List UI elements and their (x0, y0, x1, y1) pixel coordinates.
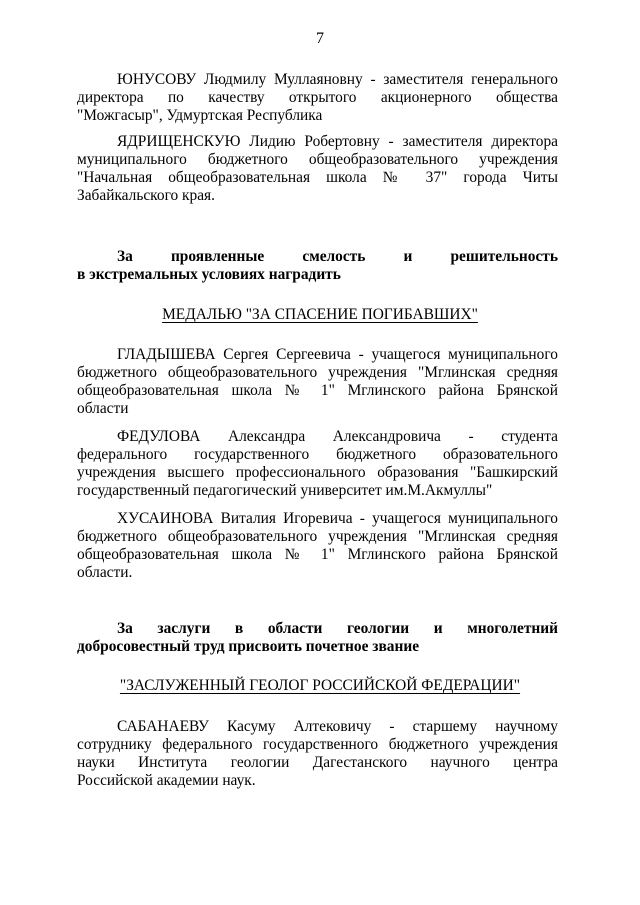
intro-line: За проявленные смелость и решительность (117, 248, 558, 265)
recipient-entry-yadrishchenskaya (77, 133, 558, 205)
text-line: Забайкальского края. (77, 187, 215, 204)
text-line: общеобразовательная школа № 1" Мглинского района Брянской (77, 382, 558, 399)
text-line: государственный педагогический университет им.М.Акмуллы" (77, 482, 493, 499)
recipient-text (77, 428, 558, 500)
page-number: 7 (316, 30, 324, 47)
text-line: учреждения высшего профессионального образования "Башкирский (77, 464, 558, 481)
recipient-text (77, 346, 558, 418)
section-intro-geology (77, 620, 558, 656)
intro-line: добросовестный труд присвоить почетное звание (77, 638, 420, 655)
text-line: муниципального бюджетного общеобразовательного учреждения (77, 151, 558, 168)
text-line: "Начальная общеобразовательная школа № 37" города Читы (77, 169, 558, 186)
recipient-entry-khusainov (77, 510, 558, 582)
intro-line: в экстремальных условиях наградить (77, 266, 341, 283)
text-line: директора по качеству открытого акционерного общества (77, 89, 558, 106)
text-line: "Можгасыр", Удмуртская Республика (77, 107, 323, 124)
text-line: ЯДРИЩЕНСКУЮ Лидию Робертовну - заместителя директора (117, 133, 558, 150)
recipient-text (77, 71, 558, 125)
text-line: ХУСАИНОВА Виталия Игоревича - учащегося муниципального (117, 510, 558, 527)
text-line: сотруднику федерального государственного бюджетного учреждения (77, 736, 558, 753)
recipient-text (77, 718, 558, 790)
section-intro-bravery (77, 248, 558, 284)
text-line: бюджетного общеобразовательного учреждения "Мглинская средняя (77, 528, 558, 545)
intro-line: За заслуги в области геологии и многолетний (117, 620, 558, 637)
recipient-entry-fedulov (77, 428, 558, 500)
text-line: ГЛАДЫШЕВА Сергея Сергеевича - учащегося муниципального (117, 346, 558, 363)
award-title: "ЗАСЛУЖЕННЫЙ ГЕОЛОГ РОССИЙСКОЙ ФЕДЕРАЦИИ" (119, 677, 521, 694)
text-line: общеобразовательная школа № 1" Мглинского района Брянской (77, 546, 558, 563)
text-line: САБАНАЕВУ Касуму Алтековичу - старшему научному (117, 718, 558, 735)
text-line: ЮНУСОВУ Людмилу Муллаяновну - заместителя генерального (117, 71, 558, 88)
award-heading-honored-geologist (0, 677, 640, 695)
recipient-entry-yunusova (77, 71, 558, 125)
recipient-text (77, 510, 558, 582)
text-line: области. (77, 564, 133, 581)
award-title: МЕДАЛЬЮ "ЗА СПАСЕНИЕ ПОГИБАВШИХ" (162, 306, 478, 323)
recipient-entry-gladyshev (77, 346, 558, 418)
text-line: науки Института геологии Дагестанского научного центра (77, 754, 558, 771)
text-line: Российской академии наук. (77, 772, 256, 789)
text-line: области (77, 400, 129, 417)
text-line: федерального государственного бюджетного образовательного (77, 446, 558, 463)
text-line: ФЕДУЛОВА Александра Александровича - студента (117, 428, 558, 445)
text-line: бюджетного общеобразовательного учреждения "Мглинская средняя (77, 364, 558, 381)
award-heading-medal (0, 306, 640, 324)
recipient-entry-sabanaev (77, 718, 558, 790)
recipient-text (77, 133, 558, 205)
